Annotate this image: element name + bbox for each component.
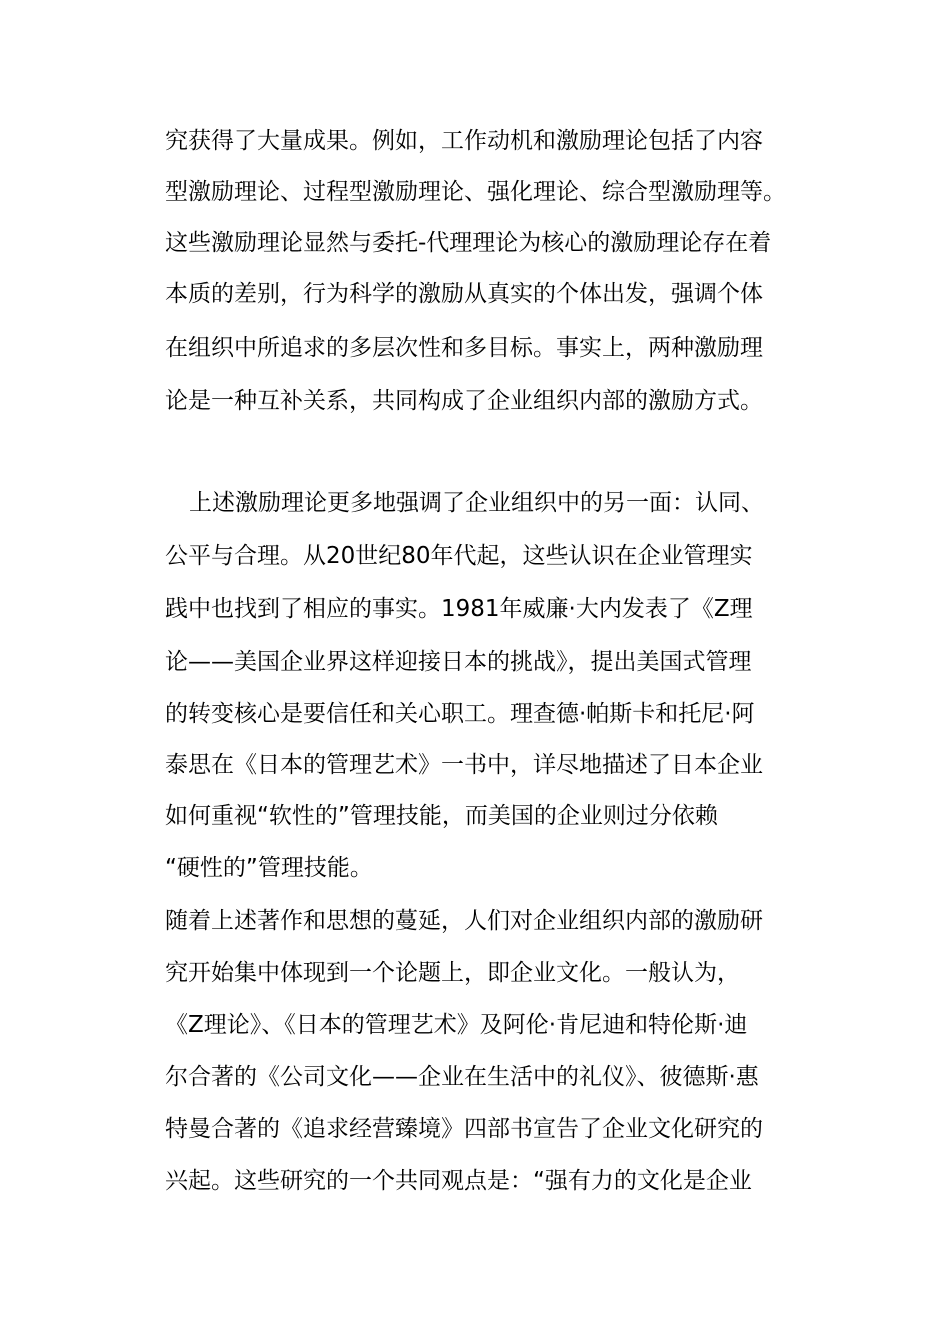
paragraph-1-line-3: 这些激励理论显然与委托-代理理论为核心的激励理论存在着 — [165, 230, 772, 256]
paragraph-3-line-4: 尔合著的《公司文化——企业在生活中的礼仪》、彼德斯·惠 — [165, 1064, 759, 1090]
paragraph-2-line-5: 的转变核心是要信任和关心职工。理查德·帕斯卡和托尼·阿 — [165, 701, 755, 727]
paragraph-2-line-4: 论——美国企业界这样迎接日本的挑战》，提出美国式管理 — [165, 649, 752, 675]
paragraph-3-line-5: 特曼合著的《追求经营臻境》四部书宣告了企业文化研究的 — [165, 1116, 763, 1142]
paragraph-2-line-8: “硬性的”管理技能。 — [165, 855, 373, 881]
paragraph-2-line-1: 上述激励理论更多地强调了企业组织中的另一面：认同、 — [189, 490, 764, 516]
paragraph-1-line-2: 型激励理论、过程型激励理论、强化理论、综合型激励理等。 — [165, 179, 786, 205]
paragraph-3-line-1: 随着上述著作和思想的蔓延，人们对企业组织内部的激励研 — [165, 908, 763, 934]
paragraph-3-line-6: 兴起。这些研究的一个共同观点是：“强有力的文化是企业 — [165, 1168, 752, 1194]
paragraph-1-line-6: 论是一种互补关系，共同构成了企业组织内部的激励方式。 — [165, 388, 763, 414]
paragraph-1-line-5: 在组织中所追求的多层次性和多目标。事实上，两种激励理 — [165, 335, 763, 361]
paragraph-2-line-3: 践中也找到了相应的事实。1981年威廉·大内发表了《Z理 — [165, 596, 753, 622]
paragraph-1-line-4: 本质的差别，行为科学的激励从真实的个体出发，强调个体 — [165, 281, 763, 307]
paragraph-3-line-2: 究开始集中体现到一个论题上，即企业文化。一般认为， — [165, 960, 740, 986]
paragraph-2-line-2: 公平与合理。从20世纪80年代起，这些认识在企业管理实 — [165, 543, 753, 569]
paragraph-3-line-3: 《Z理论》、《日本的管理艺术》及阿伦·肯尼迪和特伦斯·迪 — [165, 1012, 748, 1038]
paragraph-2-line-7: 如何重视“软性的”管理技能，而美国的企业则过分依赖 — [165, 803, 718, 829]
paragraph-2-line-6: 泰思在《日本的管理艺术》一书中，详尽地描述了日本企业 — [165, 752, 763, 778]
paragraph-1-line-1: 究获得了大量成果。例如，工作动机和激励理论包括了内容 — [165, 128, 763, 154]
